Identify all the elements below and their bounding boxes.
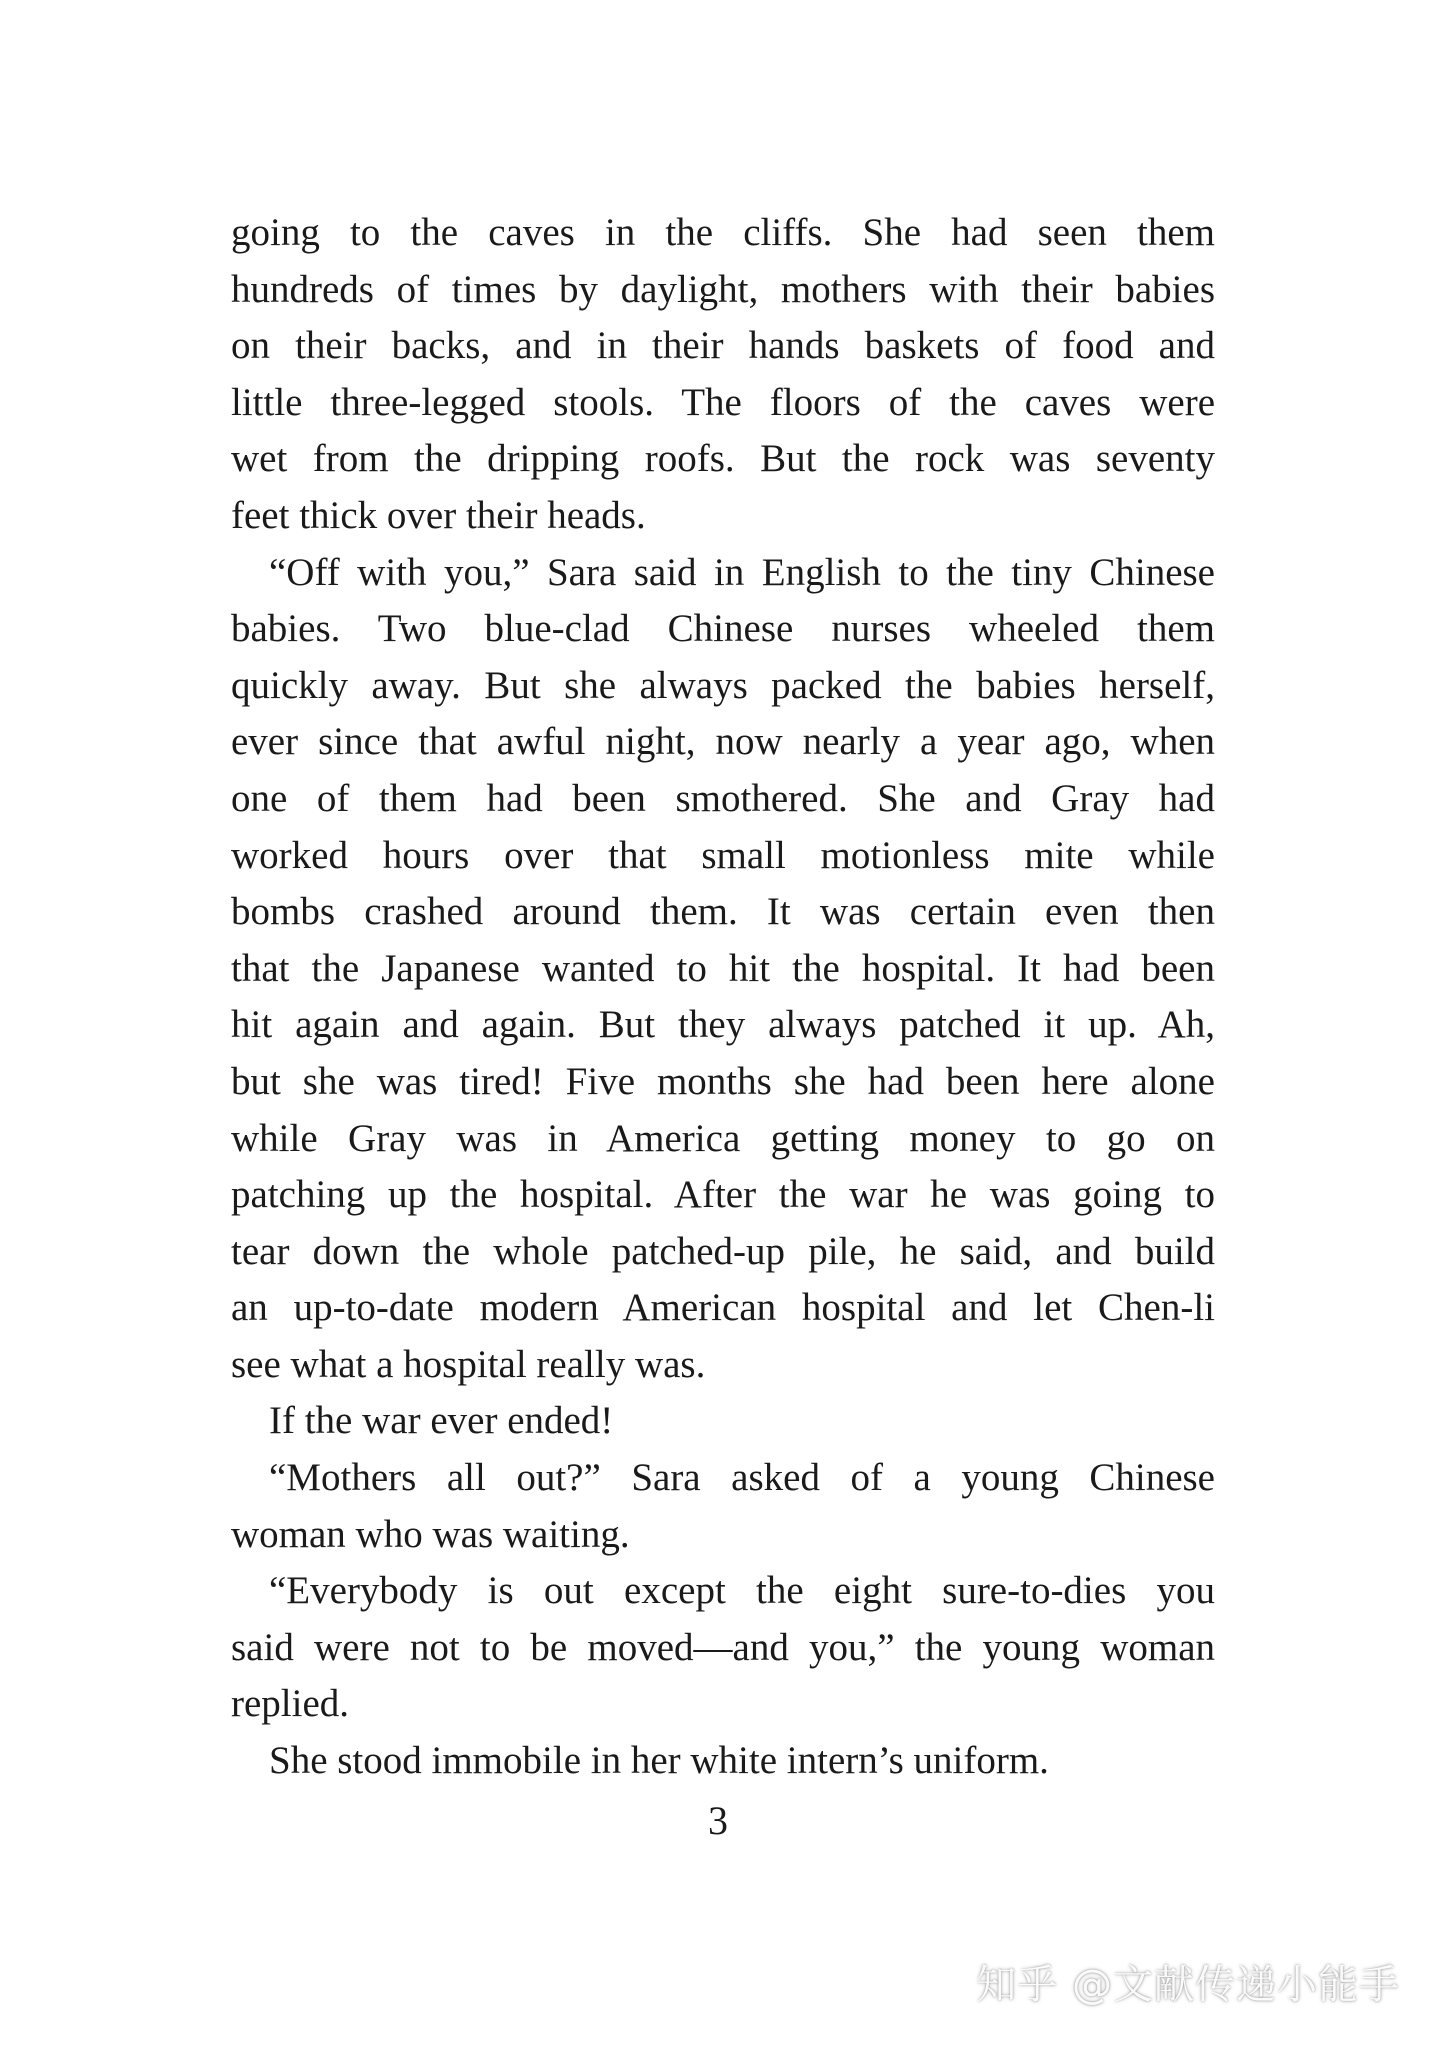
text-line: worked hours over that small motionless mite while: [231, 833, 1215, 877]
paragraph: [231, 205, 1215, 545]
page-number: 3: [708, 1798, 728, 1843]
text-line: “Off with you,” Sara said in English to the tiny Chinese: [269, 550, 1215, 594]
paragraph: [231, 545, 1215, 1394]
text-line: replied.: [231, 1682, 350, 1726]
paragraph: [231, 1563, 1215, 1733]
watermark: 知乎 @文献传递小能手: [976, 1962, 1400, 2008]
text-line: but she was tired! Five months she had been here alone: [231, 1059, 1215, 1103]
text-line: hit again and again. But they always patched it up. Ah,: [231, 1003, 1215, 1047]
text-line: hundreds of times by daylight, mothers with their babies: [231, 267, 1215, 311]
text-line: If the war ever ended!: [269, 1399, 614, 1443]
paragraph: [231, 1733, 1215, 1790]
text-line: tear down the whole patched-up pile, he said, and build: [231, 1229, 1215, 1273]
paragraph: [231, 1393, 1215, 1450]
text-line: bombs crashed around them. It was certain even then: [231, 890, 1215, 934]
text-line: quickly away. But she always packed the babies herself,: [231, 663, 1215, 707]
text-line: “Mothers all out?” Sara asked of a young Chinese: [269, 1456, 1215, 1500]
text-line: on their backs, and in their hands baskets of food and: [231, 324, 1215, 368]
body-text: [231, 205, 1215, 1790]
text-line: “Everybody is out except the eight sure-to-dies you: [269, 1569, 1215, 1613]
text-line: patching up the hospital. After the war he was going to: [231, 1173, 1215, 1217]
text-line: said were not to be moved—and you,” the young woman: [231, 1625, 1215, 1669]
text-line: while Gray was in America getting money to go on: [231, 1116, 1215, 1160]
text-line: going to the caves in the cliffs. She had seen them: [231, 211, 1215, 254]
paragraph: [231, 1450, 1215, 1563]
text-line: woman who was waiting.: [231, 1512, 630, 1556]
text-line: wet from the dripping roofs. But the rock was seventy: [231, 437, 1215, 481]
text-line: that the Japanese wanted to hit the hospital. It had been: [231, 946, 1215, 990]
text-line: one of them had been smothered. She and Gray had: [231, 776, 1215, 820]
text-line: ever since that awful night, now nearly a year ago, when: [231, 720, 1215, 764]
text-line: feet thick over their heads.: [231, 493, 646, 537]
text-line: little three-legged stools. The floors of the caves were: [231, 380, 1215, 424]
text-line: babies. Two blue-clad Chinese nurses wheeled them: [231, 607, 1215, 651]
text-line: She stood immobile in her white intern’s uniform.: [269, 1739, 1049, 1783]
text-line: an up-to-date modern American hospital and let Chen-li: [231, 1286, 1215, 1330]
text-line: see what a hospital really was.: [231, 1342, 706, 1386]
